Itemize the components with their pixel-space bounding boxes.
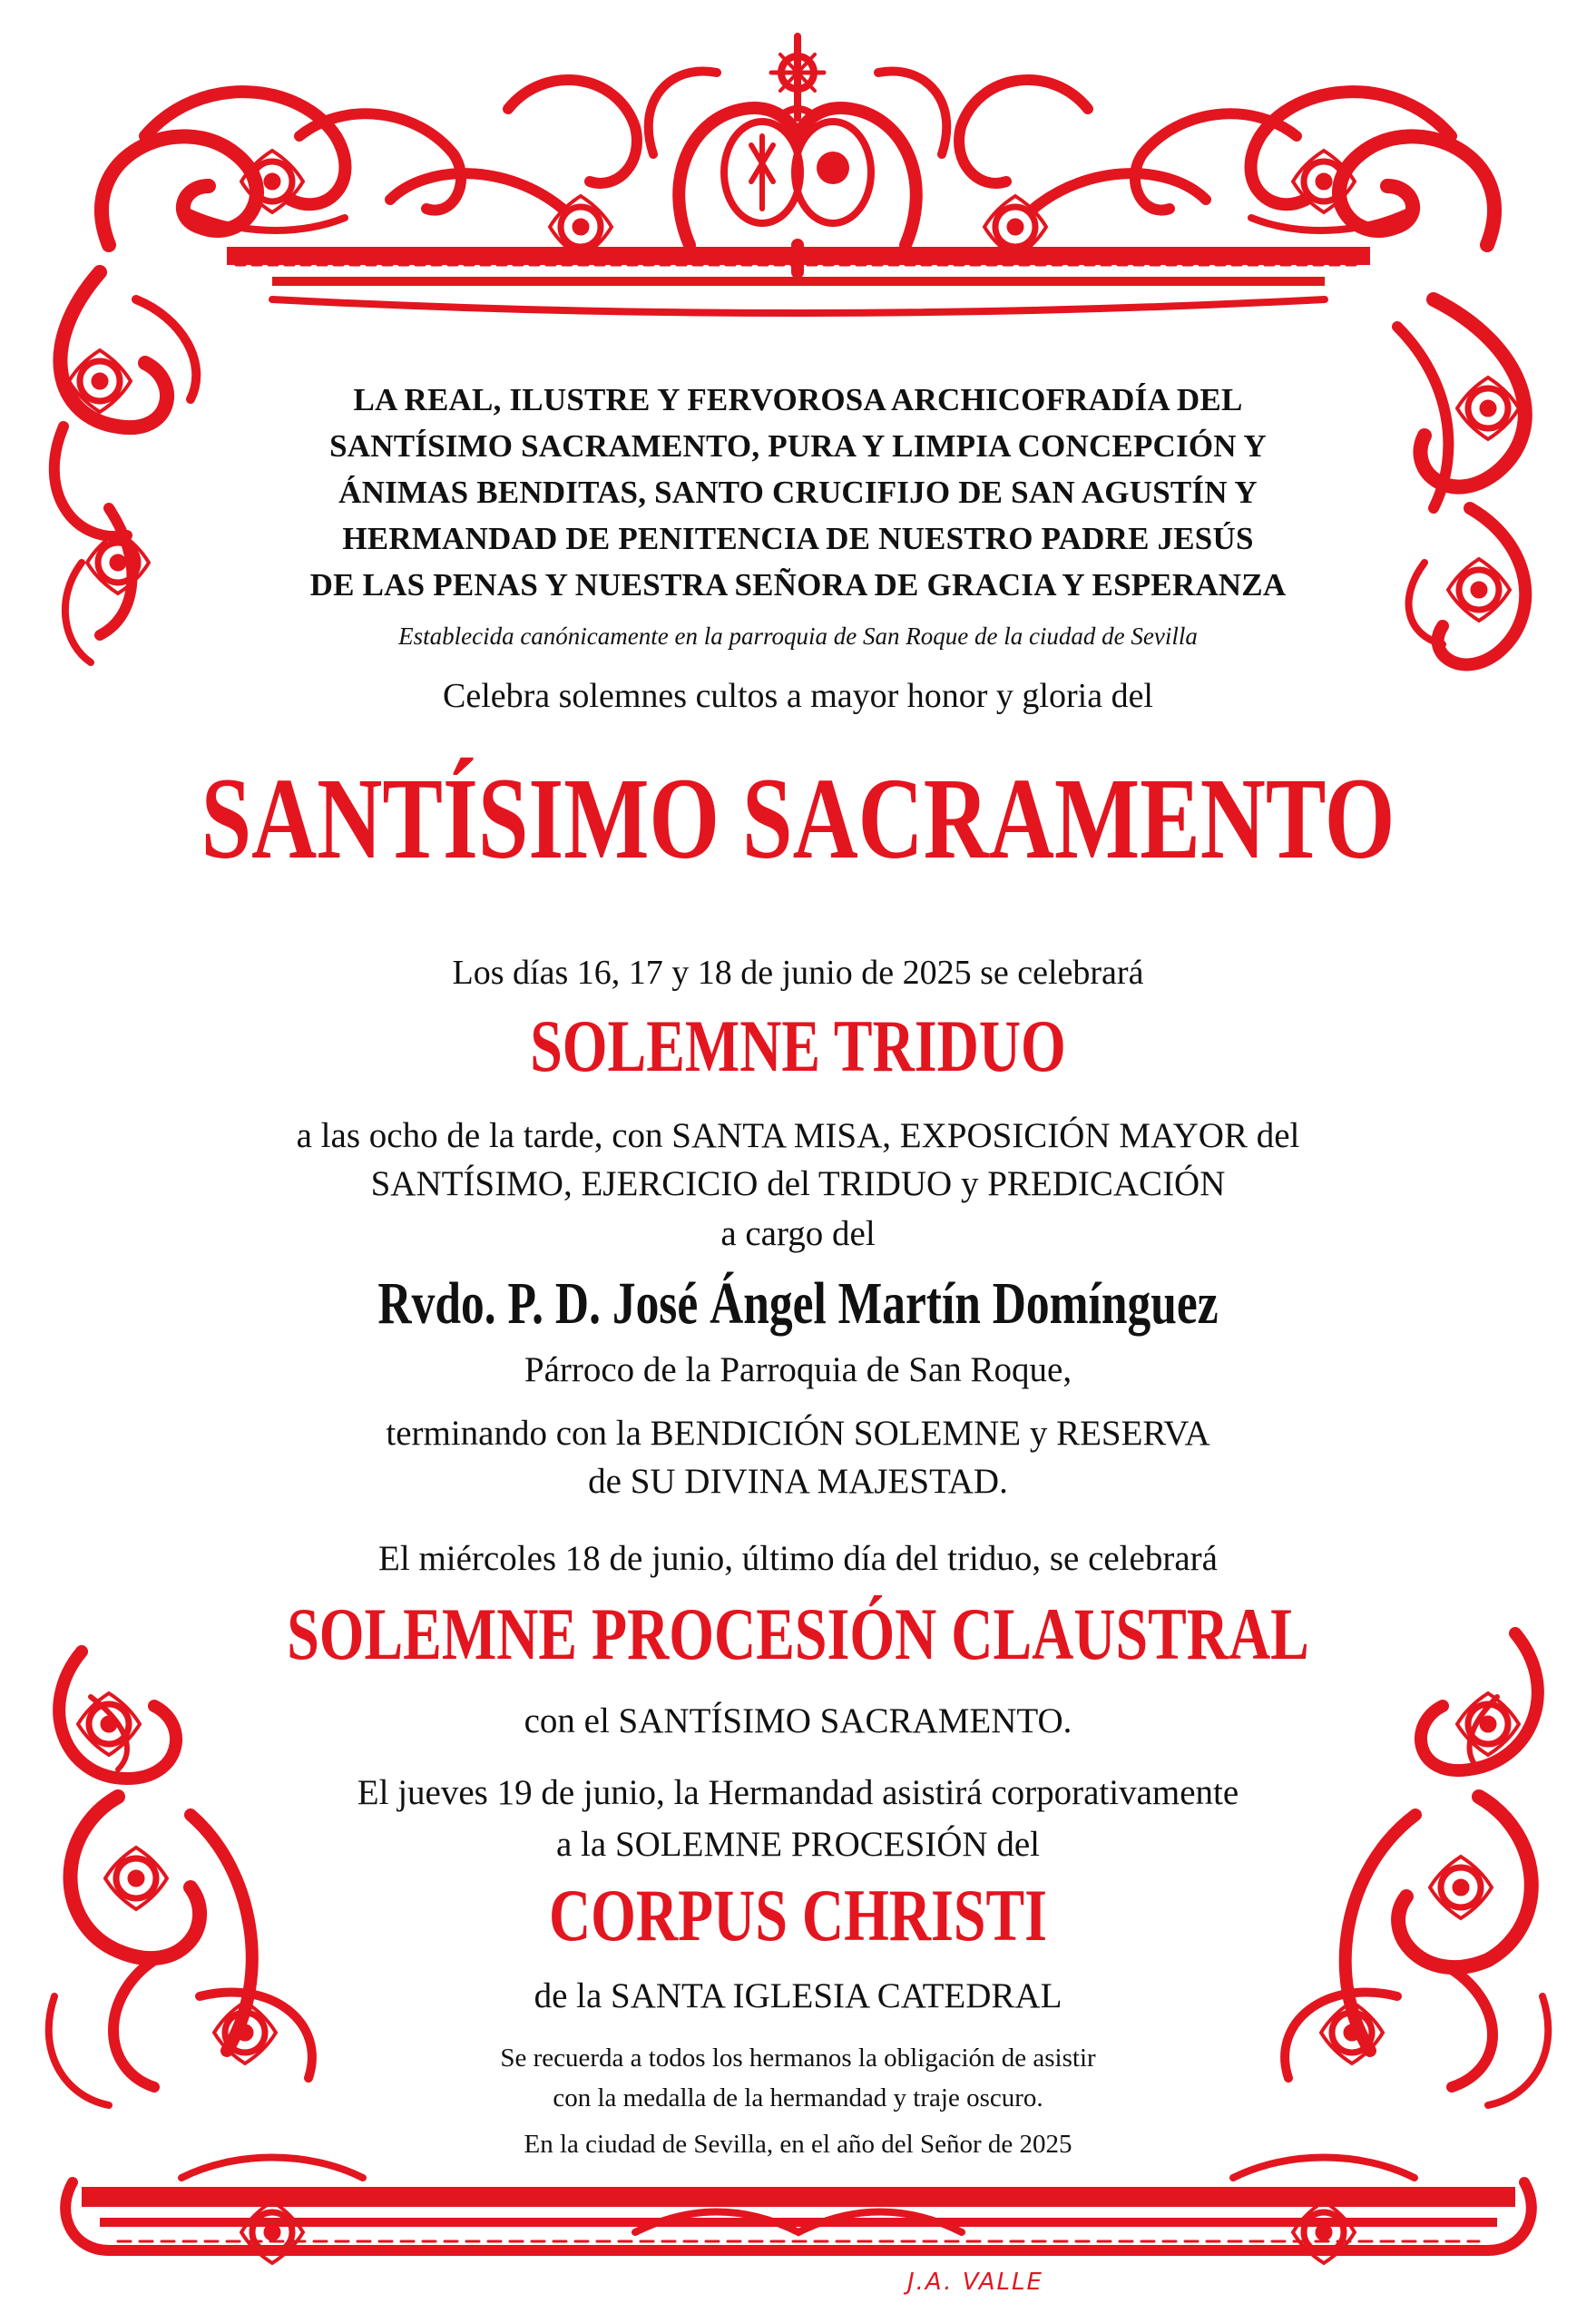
triduo-title: SOLEMNE TRIDUO bbox=[530, 1005, 1066, 1087]
intro-text: Celebra solemnes cultos a mayor honor y gloria del bbox=[442, 677, 1153, 715]
closing-text: En la ciudad de Sevilla, en el año del Señor de 2025 bbox=[524, 2130, 1072, 2159]
procesion-title: SOLEMNE PROCESIÓN CLAUSTRAL bbox=[287, 1593, 1309, 1675]
triduo-closing-line-1: terminando con la BENDICIÓN SOLEMNE y RESERVA bbox=[386, 1414, 1210, 1453]
header-line-5: DE LAS PENAS Y NUESTRA SEÑORA DE GRACIA Y ESPERANZA bbox=[309, 567, 1287, 603]
triduo-closing-line-2: de SU DIVINA MAJESTAD. bbox=[588, 1462, 1008, 1501]
procesion-after: con el SANTÍSIMO SACRAMENTO. bbox=[524, 1701, 1072, 1740]
triduo-desc-line-2: SANTÍSIMO, EJERCICIO del TRIDUO y PREDICACIÓN bbox=[370, 1164, 1226, 1203]
triduo-dates: Los días 16, 17 y 18 de junio de 2025 se celebrará bbox=[452, 954, 1144, 992]
header-line-3: ÁNIMAS BENDITAS, SANTO CRUCIFIJO DE SAN AGUSTÍN Y bbox=[338, 475, 1258, 510]
established-note: Establecida canónicamente en la parroquia de San Roque de la ciudad de Sevilla bbox=[398, 622, 1198, 650]
header-line-1: LA REAL, ILUSTRE Y FERVOROSA ARCHICOFRADÍA DEL bbox=[353, 382, 1243, 417]
header-line-2: SANTÍSIMO SACRAMENTO, PURA Y LIMPIA CONCEPCIÓN Y bbox=[329, 428, 1267, 464]
preacher-name: Rvdo. P. D. José Ángel Martín Domínguez bbox=[377, 1270, 1219, 1337]
top-crest-ornament bbox=[102, 36, 1494, 313]
corpus-intro-line-2: a la SOLEMNE PROCESIÓN del bbox=[556, 1825, 1040, 1864]
procesion-intro: El miércoles 18 de junio, último día del triduo, se celebrará bbox=[378, 1539, 1218, 1578]
triduo-desc-line-1: a las ocho de la tarde, con SANTA MISA, EXPOSICIÓN MAYOR del bbox=[296, 1116, 1300, 1155]
corpus-after: de la SANTA IGLESIA CATEDRAL bbox=[534, 1976, 1062, 2015]
header-line-4: HERMANDAD DE PENITENCIA DE NUESTRO PADRE JESÚS bbox=[342, 521, 1254, 556]
artist-signature: J.A. VALLE bbox=[907, 2269, 1043, 2296]
corpus-title: CORPUS CHRISTI bbox=[548, 1874, 1048, 1956]
preacher-role: Párroco de la Parroquia de San Roque, bbox=[524, 1350, 1072, 1389]
bottom-base-ornament bbox=[65, 2158, 1532, 2264]
note-line-2: con la medalla de la hermandad y traje oscuro. bbox=[553, 2083, 1043, 2112]
main-title: SANTÍSIMO SACRAMENTO bbox=[201, 754, 1395, 883]
note-line-1: Se recuerda a todos los hermanos la obligación de asistir bbox=[500, 2044, 1096, 2073]
triduo-desc-line-3: a cargo del bbox=[720, 1214, 876, 1253]
left-upper-scroll-ornament bbox=[54, 272, 196, 662]
corpus-intro-line-1: El jueves 19 de junio, la Hermandad asistirá corporativamente bbox=[357, 1773, 1239, 1812]
